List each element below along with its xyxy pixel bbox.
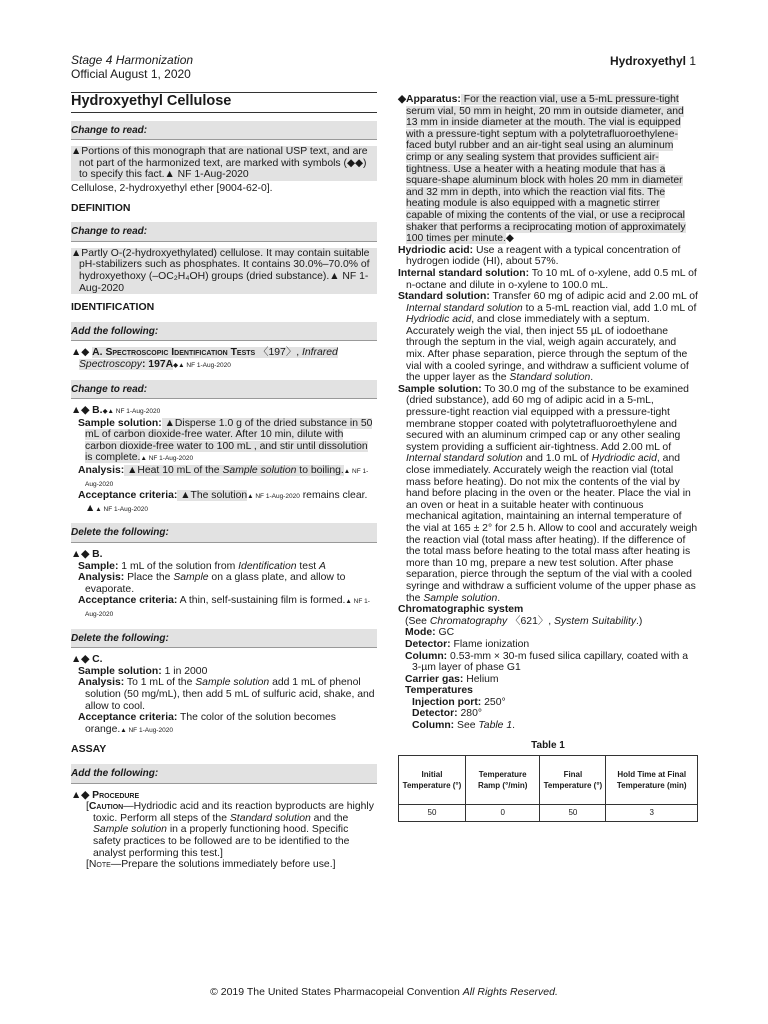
- ident-a-stamp: ◆▲ NF 1-Aug-2020: [173, 361, 231, 369]
- table-header-row: [399, 756, 698, 805]
- text: —Prepare the solutions immediately before use.]: [110, 859, 336, 871]
- label: Column:: [405, 650, 448, 662]
- label: Sample solution:: [78, 417, 162, 429]
- text: ▲The solution: [177, 490, 248, 502]
- text: ▲Disperse 1.0 g of the dried substance in 50 mL of carbon dioxide-free water. After 10 min, dilute with carbon dioxide-free water to 100 mL , and stir until dissolution is complete.: [85, 417, 373, 464]
- text-ital: Sample solution: [222, 465, 297, 477]
- text: (See: [405, 615, 430, 627]
- label: ▲◆ B.: [71, 549, 103, 561]
- table-header-cell: Temperature Ramp (°/min): [465, 756, 539, 805]
- stamp: ▲ NF 1-Aug-2020: [120, 726, 173, 734]
- detector-temp: [398, 708, 698, 720]
- ident-b-analysis: [71, 465, 377, 490]
- text: For the reaction vial, use a 5-mL pressure-tight serum vial, 50 mm in height, 20 mm in outside diameter, and 13 mm in inside diameter at the mouth. The vial is equipped with a pressure-tight septum with a polytetrafluoroethylene-faced butyl rubber and an air-tight seal using an aluminum crimp or any sealing system that provides sufficient air-tightness. Use a heater with a heating module that has a square-shape aluminum block with holes 20 mm in diameter and 32 mm in depth, into which the reaction vial fits. The heating module is also equipped with a magnetic stirrer capable of mixing the contents of the vial, or use a reciprocal shaker that performs a reciprocating motion of approximately 100 times per minute.: [406, 94, 686, 245]
- label: Carrier gas:: [405, 673, 464, 685]
- text-ital: Sample solution: [195, 677, 270, 689]
- note-word: Note: [88, 859, 111, 871]
- stamp: ▲ NF 1-Aug-2020: [85, 468, 369, 488]
- table-row: [399, 805, 698, 822]
- text-ital3: Sample solution: [423, 592, 498, 604]
- add-following-1: Add the following:: [71, 322, 377, 342]
- chrom-see: [398, 616, 698, 628]
- assay-heading: ASSAY: [71, 743, 107, 756]
- internal-standard: [398, 268, 698, 291]
- del-c-sample: [71, 666, 377, 678]
- change-to-read-3: Change to read:: [71, 380, 377, 400]
- label: Internal standard solution:: [398, 267, 530, 279]
- ident-b-acceptance: [71, 490, 377, 515]
- official-date: Official August 1, 2020: [71, 66, 191, 81]
- caution-word: Caution: [88, 801, 124, 813]
- label: Acceptance criteria:: [78, 595, 178, 607]
- ident-a-end: : 197A: [141, 358, 174, 370]
- text: GC: [435, 627, 455, 639]
- temperatures: [398, 685, 698, 697]
- text: Place the: [124, 572, 174, 584]
- text: 1 mL of the solution from: [118, 560, 239, 572]
- change-to-read-2: Change to read:: [71, 222, 377, 242]
- text-ital: Identification: [238, 560, 297, 572]
- del-c-acceptance: [71, 712, 377, 736]
- label: Sample solution:: [398, 383, 482, 395]
- sample-solution: [398, 384, 698, 604]
- text: ▲Heat 10 mL of the: [124, 465, 223, 477]
- left-column: [71, 92, 377, 871]
- text: To 1 mL of the: [124, 677, 196, 689]
- stamp: ▲ NF 1-Aug-2020: [140, 455, 194, 463]
- rights-reserved: All Rights Reserved.: [462, 986, 558, 998]
- detector: [398, 639, 698, 651]
- del-b-acceptance: [71, 595, 377, 620]
- text: The color of the solution becomes orange.: [85, 712, 336, 735]
- text: See: [454, 720, 479, 732]
- del-c-analysis: [71, 677, 377, 712]
- change-to-read-1: Change to read:: [71, 121, 377, 141]
- mark: ◆: [505, 233, 514, 245]
- text-ital2: Hydriodic acid: [406, 314, 472, 326]
- text-post: on a glass plate, and allow to evaporate.: [85, 572, 346, 595]
- add-following-2: Add the following:: [71, 764, 377, 784]
- chrom-system: [398, 604, 698, 616]
- label: Detector:: [412, 708, 458, 720]
- apparatus: [398, 94, 698, 245]
- ident-b-head: [71, 405, 377, 418]
- caution-text: [71, 801, 377, 859]
- copyright: © 2019 The United States Pharmacopeial Convention: [210, 986, 463, 998]
- ident-b-label: ▲◆ B.: [71, 405, 103, 417]
- text-ital: Sample: [173, 572, 209, 584]
- definition-text: ▲Partly O-(2-hydroxyethylated) cellulose. It may contain suitable pH-stabilizers such as phosphates. It contains 30.0%–70.0% of hydroxyethoxy (–OC₂H₄OH) groups (dried substance).▲ NF 1-Aug-2020: [71, 248, 377, 294]
- label: Injection port:: [412, 696, 482, 708]
- label: Analysis:: [78, 572, 125, 584]
- bracket: [: [86, 801, 89, 813]
- label: Analysis:: [78, 677, 125, 689]
- del-b-head: [71, 549, 377, 561]
- text: 1 in 2000: [161, 665, 208, 677]
- delete-following-2: Delete the following:: [71, 629, 377, 649]
- temperature-table: [398, 755, 698, 822]
- column-temp: [398, 720, 698, 732]
- text-ital: Internal standard solution: [406, 453, 523, 465]
- text-ital2: System Suitability: [554, 615, 637, 627]
- label: Sample solution:: [78, 665, 162, 677]
- hydriodic-acid: [398, 245, 698, 268]
- procedure-head: [71, 790, 377, 802]
- label: Temperatures: [405, 685, 473, 697]
- synonym: Cellulose, 2-hydroxyethyl ether [9004-62-0].: [71, 182, 273, 194]
- mode: [398, 627, 698, 639]
- text: Flame ionization: [450, 638, 530, 650]
- del-b-sample: [71, 561, 377, 573]
- text: Transfer 60 mg of adipic acid and 2.00 mL of: [489, 291, 698, 303]
- label: Column:: [412, 720, 455, 732]
- label: Acceptance criteria:: [78, 490, 178, 502]
- text: 280°: [457, 708, 483, 720]
- text-mid: 〈621〉,: [507, 615, 555, 627]
- label: Analysis:: [78, 465, 125, 477]
- text-mid2: , and close immediately. Accurately weigh the reaction vial (total mass before heating). Do not mix the contents of the vial by hand before placing in the oven or the heater. Place the vial in an oven or heat in a suitable heater with continuous mechanical agitation, maintaining an internal temperature of the vial at 165 ± 2° for 2.5 h. Allow to cool and accurately weigh the reaction vial (total mass after heating). If the difference of the total mass before heating to the total mass after heating is more than 10 mg, prepare a new test solution. After phase separation, pierce through the septum of the vial with a cooled syringe and withdraw a sufficient volume of the upper phase as the: [406, 453, 698, 604]
- label: Detector:: [405, 638, 451, 650]
- text: To 30.0 mg of the substance to be examined (dried substance), add 60 mg of adipic acid in a 5-mL, pressure-tight reaction vial equipped with a pressure-tight membrane stopper coated with polytetrafluoroethylene and secured with an aluminum crimped cap or any other sealing system providing a sufficient air-tightness. Add 2.00 mL of: [406, 383, 689, 453]
- text-ital: Standard solution: [229, 812, 311, 824]
- text-ital2: Hydriodic acid: [591, 453, 657, 465]
- running-title: Hydroxyethyl: [609, 54, 686, 68]
- text-ital: Internal standard solution: [406, 302, 523, 314]
- identification-heading: IDENTIFICATION: [71, 301, 155, 314]
- ident-a-ital: Infrared Spectroscopy: [79, 347, 338, 370]
- table-header-cell: Initial Temperature (°): [399, 756, 466, 805]
- bracket: [: [86, 859, 89, 871]
- label: ▲◆ Procedure: [71, 789, 140, 801]
- text-post: add 1 mL of phenol solution (50 mg/mL), then add 5 mL of sulfuric acid, shake, and allow to cool.: [85, 677, 375, 712]
- injection-port: [398, 697, 698, 709]
- table-cell: 50: [399, 805, 466, 822]
- text-mid2: , and close immediately with a septum. Accurately weigh the vial, then inject 55 µL of iodoethane through the septum in the vial, weigh again accurately, and mix. After phase separation, pierce through the septum of the vial with a cooled syringe, and withdraw a sufficient volume of the upper layer as the: [406, 314, 689, 384]
- label: ◆Apparatus:: [398, 94, 461, 105]
- delete-following-1: Delete the following:: [71, 523, 377, 543]
- label: Standard solution:: [398, 291, 490, 303]
- text-mid: and the: [310, 812, 349, 824]
- header-right: [610, 54, 696, 68]
- table-cell: 3: [606, 805, 698, 822]
- text-post: remains clear. ▲: [85, 490, 368, 514]
- del-b-analysis: [71, 572, 377, 595]
- text: 250°: [481, 696, 506, 708]
- text-mid: and 1.0 mL of: [522, 453, 592, 465]
- label: Hydriodic acid:: [398, 244, 474, 256]
- footer: [0, 986, 768, 998]
- text-end: .: [590, 372, 594, 384]
- table-header-cell: Hold Time at Final Temperature (min): [606, 756, 698, 805]
- header-left: [71, 54, 193, 81]
- label: ▲◆ C.: [71, 654, 103, 666]
- text-ital: Table 1: [478, 720, 513, 732]
- stage-label: Stage 4 Harmonization: [71, 53, 194, 67]
- text-post: to boiling.: [296, 465, 344, 477]
- stamp: ▲ NF 1-Aug-2020: [85, 598, 370, 618]
- stamp: ▲ NF 1-Aug-2020: [95, 505, 148, 513]
- table-title: Table 1: [531, 739, 565, 751]
- table-header-cell: Final Temperature (°): [540, 756, 606, 805]
- del-c-head: [71, 654, 377, 666]
- intro-text: ▲Portions of this monograph that are national USP text, and are not part of the harmonized text, are marked with symbols (◆◆) to specify this fact.▲ NF 1-Aug-2020: [71, 146, 377, 181]
- mark: ▲◆: [71, 347, 93, 359]
- text: To 10 mL of o-xylene, add 0.5 mL of n-octane and dilute in o-xylene to 100.0 mL.: [406, 267, 697, 291]
- label: Mode:: [405, 627, 436, 639]
- text-ital3: Standard solution: [509, 372, 591, 384]
- definition-heading: DEFINITION: [71, 201, 131, 214]
- ident-a-name: A. Spectroscopic Identification Tests: [92, 347, 256, 359]
- note-text: [71, 859, 377, 871]
- label: Acceptance criteria:: [78, 712, 178, 724]
- right-column: [398, 94, 698, 822]
- text-end: .: [512, 720, 515, 732]
- standard-solution: [398, 291, 698, 384]
- stamp: ▲ NF 1-Aug-2020: [247, 493, 300, 501]
- carrier-gas: [398, 674, 698, 686]
- text: 0.53-mm × 30-m fused silica capillary, coated with a 3-µm layer of phase G1: [412, 650, 689, 674]
- text-end: .): [636, 615, 643, 627]
- page-number: 1: [689, 54, 696, 68]
- ident-b-stamp: ◆▲ NF 1-Aug-2020: [102, 408, 161, 416]
- label: Sample:: [78, 560, 119, 572]
- text-end: in a properly functioning hood. Specific safety practices to be followed are to be identified to the analyst performing this test.]: [93, 824, 350, 859]
- column: [398, 651, 698, 674]
- table-cell: 0: [465, 805, 539, 822]
- text-ital2: A: [319, 560, 326, 572]
- text: —Hydriodic acid and its reaction byproducts are highly toxic. Perform all steps of the: [93, 801, 374, 824]
- label: Chromatographic system: [398, 604, 524, 616]
- text-ital: Chromatography: [429, 615, 508, 627]
- table-cell: 50: [540, 805, 606, 822]
- text: Helium: [463, 673, 499, 685]
- text-end: test: [296, 560, 320, 572]
- ident-a-ref: 〈197〉,: [255, 347, 302, 359]
- monograph-title: Hydroxyethyl Cellulose: [71, 92, 377, 113]
- text: A thin, self-sustaining film is formed.: [177, 595, 346, 607]
- text-ital2: Sample solution: [93, 824, 167, 836]
- ident-a: [71, 347, 377, 371]
- text: Use a reagent with a typical concentration of hydrogen iodide (HI), about 57%.: [406, 244, 681, 268]
- text-mid: to a 5-mL reaction vial, add 1.0 mL of: [522, 302, 697, 314]
- ident-b-sample: [71, 418, 377, 465]
- text-end: .: [497, 592, 501, 604]
